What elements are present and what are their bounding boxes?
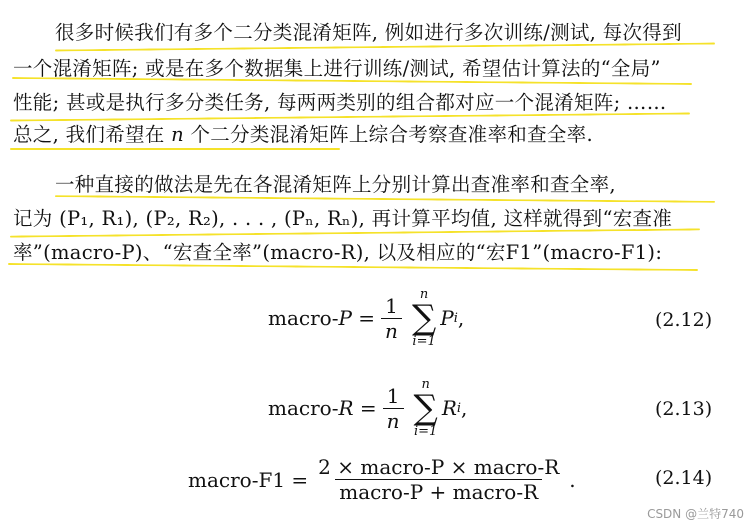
- eq1-term: P: [440, 306, 454, 330]
- eq2-subscript: i: [456, 400, 462, 416]
- eq2-sum-upper: n: [421, 377, 430, 392]
- eq2-summation: [414, 378, 438, 438]
- eq3-number: (2.14): [655, 467, 713, 489]
- eq2-tail: ,: [461, 396, 468, 420]
- eq1-subscript: i: [453, 310, 458, 326]
- eq1-lhs-var: P: [338, 306, 352, 330]
- eq1-sum-lower: i=1: [412, 334, 436, 349]
- eq1-numerator: 1: [385, 293, 398, 318]
- eq2-denominator: [383, 408, 404, 433]
- eq2-fraction: [383, 384, 404, 433]
- eq1-equals: =: [351, 306, 376, 330]
- eq3-tail: .: [569, 467, 576, 492]
- para1-line4-start: 总之, 我们希望在: [13, 123, 172, 146]
- eq1-summation: [412, 288, 436, 348]
- para2-line1: 一种直接的做法是先在各混淆矩阵上分别计算出查准率和查全率,: [55, 173, 616, 196]
- eq1-lhs: macro-: [268, 306, 339, 330]
- eq3-numerator: 2 × macro-P × macro-R: [318, 455, 560, 479]
- eq1-fraction: [381, 294, 402, 343]
- eq3-fraction: [314, 455, 563, 504]
- eq1-sum-upper: n: [419, 287, 429, 302]
- var-n: n: [171, 123, 184, 146]
- para1-line3: 性能; 甚或是执行多分类任务, 每两两类别的组合都对应一个混淆矩阵; ……: [13, 91, 667, 114]
- eq1-denominator: [381, 318, 402, 343]
- para1-line1: 很多时候我们有多个二分类混淆矩阵, 例如进行多次训练/测试, 每次得到: [55, 21, 682, 44]
- para2-line3: 率”(macro-P)、“宏查全率”(macro-R), 以及相应的“宏F1”(macro-F1):: [13, 241, 663, 264]
- para1-line4: [13, 121, 593, 149]
- para1-line2: 一个混淆矩阵; 或是在多个数据集上进行训练/测试, 希望估计算法的“全局”: [13, 57, 661, 80]
- highlight-stroke: [10, 148, 340, 150]
- eq1-number: (2.12): [655, 309, 713, 331]
- eq2-den-var: n: [386, 408, 400, 433]
- sigma-icon: ∑: [413, 388, 438, 428]
- eq1-tail: ,: [457, 306, 465, 330]
- eq2-equals: =: [353, 396, 377, 420]
- eq2-lhs-var: R: [338, 396, 354, 420]
- eq1-den-var: n: [385, 318, 398, 343]
- eq3-lhs: macro-F1 =: [188, 467, 309, 492]
- eq2-lhs: macro-: [268, 396, 339, 420]
- eq2-sum-lower: i=1: [414, 424, 438, 439]
- equation-macro-p: [268, 288, 464, 348]
- para1-line4-end: 个二分类混淆矩阵上综合考察查准率和查全率.: [183, 123, 593, 146]
- watermark: CSDN @兰特740: [647, 507, 744, 521]
- eq2-term: R: [441, 396, 457, 420]
- equation-macro-f1: [188, 455, 576, 504]
- eq2-numerator: 1: [386, 383, 400, 408]
- sigma-icon: ∑: [411, 298, 437, 338]
- para2-line2: 记为 (P₁, R₁), (P₂, R₂), . . . , (Pₙ, Rₙ), 再计算平均值, 这样就得到“宏查准: [13, 207, 673, 230]
- equation-macro-r: [268, 378, 467, 438]
- eq3-denominator: macro-P + macro-R: [335, 479, 542, 504]
- eq2-number: (2.13): [655, 398, 713, 420]
